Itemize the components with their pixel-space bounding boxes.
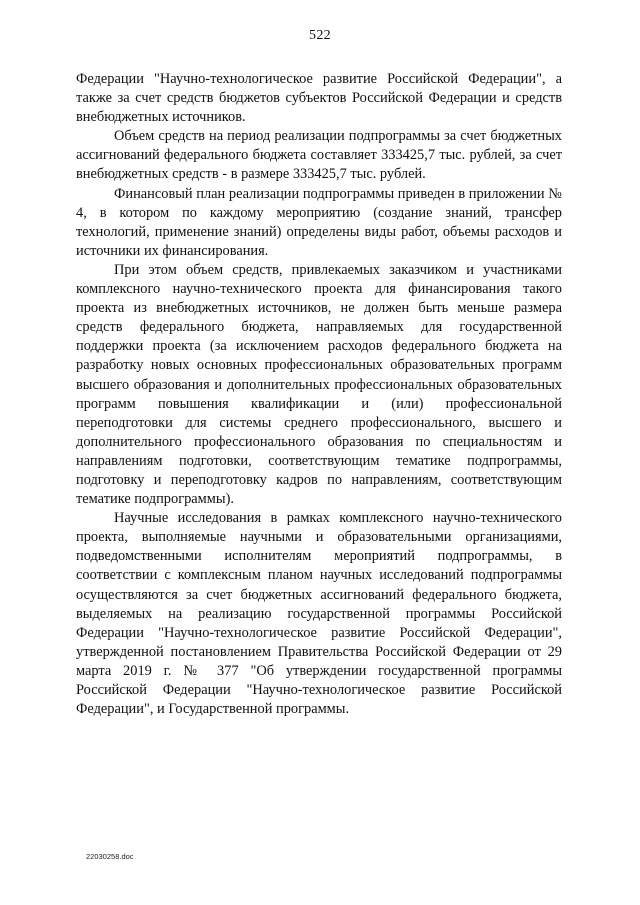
footer-file-code: 22030258.doc: [86, 852, 134, 861]
paragraph-continuation: Федерации "Научно-технологическое развитие Российской Федерации", а также за счет средств бюджетов субъектов Российской Федерации и средств внебюджетных источников.: [76, 71, 562, 126]
paragraph-research: Научные исследования в рамках комплексного научно-технического проекта, выполняемые научными и образовательными организациями, подведомственными исполнителям мероприятий подпрограммы, в соответствии с комплексным планом научных исследований подпрограммы осуществляются за счет бюджетных ассигнований федерального бюджета, выделяемых на реализацию государственной программы Российской Федерации "Научно-технологическое развитие Российской Федерации", утвержденной постановлением Правительства Российской Федерации от 29 марта 2019 г. № 377 "Об утверждении государственной программы Российской Федерации "Научно-технологическое развитие Российской Федерации", и Государственной программы.: [76, 510, 562, 718]
body-text: [76, 70, 562, 719]
paragraph-funding-volume: Объем средств на период реализации подпрограммы за счет бюджетных ассигнований федерального бюджета составляет 333425,7 тыс. рублей, за счет внебюджетных средств - в размере 333425,7 тыс. рублей.: [76, 128, 562, 183]
paragraph-extrabudgetary: При этом объем средств, привлекаемых заказчиком и участниками комплексного научно-технического проекта для финансирования такого проекта из внебюджетных источников, не должен быть меньше размера средств федерального бюджета, направляемых для государственной поддержки проекта (за исключением расходов федерального бюджета на разработку новых основных профессиональных образовательных программ высшего образования и дополнительных профессиональных образовательных программ повышения квалификации и (или) профессиональной переподготовки для системы среднего профессионального, высшего и дополнительного профессионального образования по специальностям и направлениям подготовки, соответствующим тематике подпрограммы, подготовку и переподготовку кадров по направлениям, соответствующим тематике подпрограммы).: [76, 261, 562, 508]
paragraph-financial-plan: Финансовый план реализации подпрограммы приведен в приложении № 4, в котором по каждому мероприятию (создание знаний, трансфер технологий, применение знаний) определены виды работ, объемы расходов и источники их финансирования.: [76, 185, 562, 259]
page-number: 522: [309, 28, 331, 43]
